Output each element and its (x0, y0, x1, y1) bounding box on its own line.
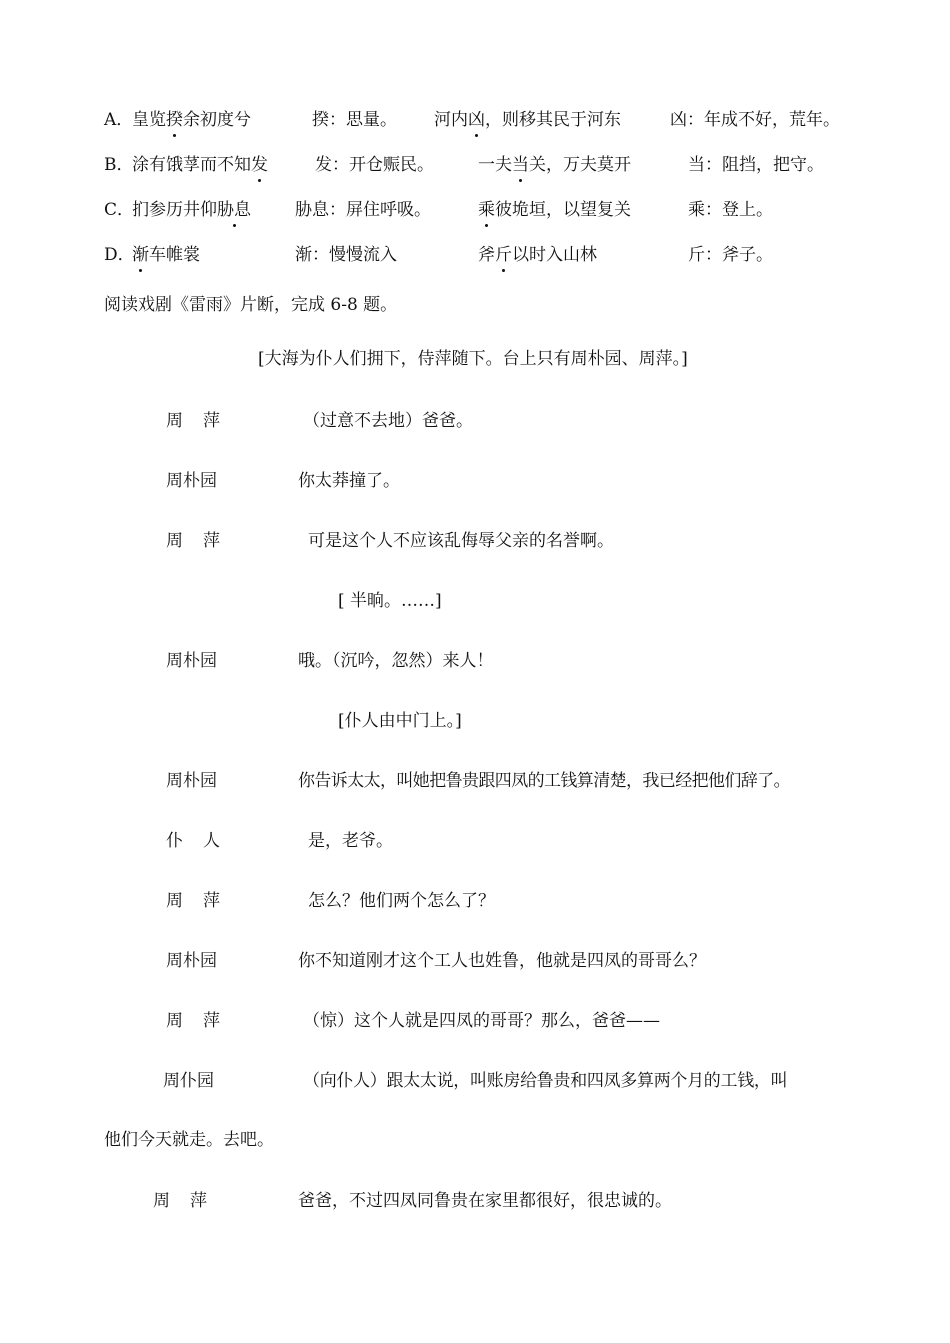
option-c-item-2: 乘彼垝垣，以望复关 (478, 200, 631, 220)
dialogue-line: （过意不去地）爸爸。 (303, 411, 473, 431)
dialogue-line: 爸爸，不过四凤同鲁贵在家里都很好，很忠诚的。 (298, 1191, 672, 1211)
emphasis-dot-char: 揆 (166, 110, 183, 130)
option-c-item-1: 扪参历井仰胁息 (132, 200, 251, 220)
speaker-name: 周萍 (153, 1191, 227, 1211)
dialogue-line: （向仆人）跟太太说，叫账房给鲁贵和四凤多算两个月的工钱，叫 (303, 1071, 788, 1091)
option-a-gloss-1: 揆：思量。 (312, 110, 397, 130)
speaker-name: 周朴园 (166, 951, 217, 971)
option-b-item-1: 涂有饿莩而不知发 (132, 155, 268, 175)
stage-direction: [大海为仆人们拥下，侍萍随下。台上只有周朴园、周萍。] (258, 349, 688, 369)
option-label: B． (104, 155, 134, 175)
dialogue-line: 哦。（沉吟，忽然）来人！ (298, 651, 494, 671)
emphasis-dot-char: 发 (251, 155, 268, 175)
option-b-item-2: 一夫当关，万夫莫开 (478, 155, 631, 175)
dialogue-line: 你不知道刚才这个工人也姓鲁，他就是四凤的哥哥么？ (298, 951, 706, 971)
dialogue-line: 可是这个人不应该乱侮辱父亲的名誉啊。 (308, 531, 614, 551)
reading-instruction: 阅读戏剧《雷雨》片断，完成 6-8 题。 (104, 295, 398, 315)
speaker-name: 周萍 (166, 411, 240, 431)
stage-direction-inline: [ 半晌。……] (338, 591, 442, 611)
emphasis-dot-char: 凶 (468, 110, 485, 130)
speaker-name: 周朴园 (166, 471, 217, 491)
emphasis-dot-char: 斤 (495, 245, 512, 265)
stage-direction-inline: [仆人由中门上。] (338, 711, 462, 731)
speaker-name: 周萍 (166, 531, 240, 551)
speaker-name: 仆人 (166, 831, 240, 851)
emphasis-dot-char: 乘 (478, 200, 495, 220)
option-d-gloss-1: 渐：慢慢流入 (295, 245, 397, 265)
dialogue-line: 你太莽撞了。 (298, 471, 400, 491)
option-label: C． (104, 200, 135, 220)
option-label: A． (104, 110, 134, 130)
speaker-name: 周萍 (166, 1011, 240, 1031)
dialogue-line: 是，老爷。 (308, 831, 393, 851)
option-b-gloss-1: 发：开仓赈民。 (315, 155, 434, 175)
option-c (104, 198, 134, 222)
option-label: D． (104, 245, 135, 265)
dialogue-line: （惊）这个人就是四凤的哥哥？那么，爸爸—— (303, 1011, 660, 1031)
emphasis-dot-char: 当 (512, 155, 529, 175)
option-d (104, 243, 135, 267)
option-a-gloss-2: 凶：年成不好，荒年。 (670, 110, 840, 130)
speaker-name: 周朴园 (166, 771, 217, 791)
option-a-item-2: 河内凶，则移其民于河东 (434, 110, 621, 130)
option-b (104, 153, 134, 177)
option-d-item-1: 渐车帷裳 (132, 245, 200, 265)
emphasis-dot-char: 胁息 (217, 200, 251, 220)
option-d-item-2: 斧斤以时入山林 (478, 245, 597, 265)
option-a-item-1: 皇览揆余初度兮 (132, 110, 251, 130)
emphasis-dot-char: 渐 (132, 245, 149, 265)
option-d-gloss-2: 斤：斧子。 (688, 245, 773, 265)
speaker-name: 周仆园 (163, 1071, 214, 1091)
option-a (104, 108, 133, 132)
option-c-gloss-2: 乘：登上。 (688, 200, 773, 220)
speaker-name: 周萍 (166, 891, 240, 911)
dialogue-line: 怎么？他们两个怎么了？ (308, 891, 495, 911)
option-b-gloss-2: 当：阻挡，把守。 (688, 155, 824, 175)
dialogue-line: 你告诉太太，叫她把鲁贵跟四凤的工钱算清楚，我已经把他们辞了。 (298, 771, 790, 791)
speaker-name: 周朴园 (166, 651, 217, 671)
dialogue-line-continued: 他们今天就走。去吧。 (104, 1130, 274, 1150)
option-c-gloss-1: 胁息：屏住呼吸。 (295, 200, 431, 220)
